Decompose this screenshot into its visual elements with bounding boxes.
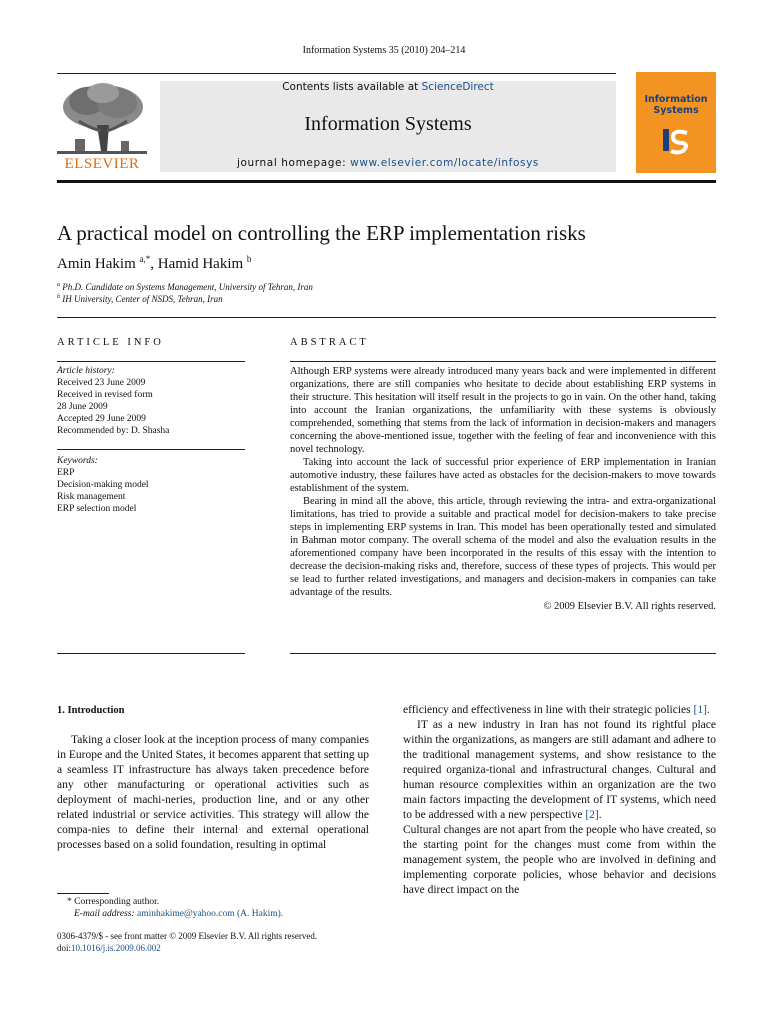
- affiliation-rule: [57, 317, 716, 318]
- abstract-rule: [290, 361, 716, 362]
- citation-link[interactable]: [1]: [693, 704, 707, 716]
- affiliation-text: Ph.D. Candidate on Systems Management, University of Tehran, Iran: [62, 282, 313, 292]
- history-item: Received in revised form: [57, 390, 153, 400]
- article-info-bottom-rule: [57, 653, 245, 654]
- author-marks: a,*: [139, 254, 151, 264]
- affiliation-text: IH University, Center of NSDS, Tehran, Iran: [62, 294, 223, 304]
- homepage-prefix: journal homepage:: [237, 157, 351, 169]
- intro-column-left: [57, 733, 369, 853]
- article-info-rule: [57, 361, 245, 362]
- abstract-paragraph: Bearing in mind all the above, this article, through reviewing the intra- and extra-organizational limitations, has tried to provide a suitable and practical model for decision-makers to take precise steps in implementing ERP systems in Iran. This model has been operationally tested and simulated in Bahman motor company. The overall schema of the model and also the evaluation results in the aforementioned company have been incorporated in the results of this essay with the intention to decrease the decision-making risks and, therefore, success of these types of projects. This would per se lead to further related investigations, and managers and decision-makers in companies can take advantage of the results.: [290, 496, 716, 598]
- footnote-text: Corresponding author.: [74, 897, 160, 907]
- history-item: Received 23 June 2009: [57, 378, 146, 388]
- journal-title: Information Systems: [304, 113, 472, 135]
- author-marks: b: [246, 254, 252, 264]
- intro-column-right: [403, 703, 716, 898]
- abstract-paragraph: Taking into account the lack of successful prior experience of ERP implementation in Iranian automotive industry, these failures have acted as obstacles for the decision-makers to move towards establishment of the system.: [290, 457, 716, 494]
- cover-title-line-1: Information: [644, 94, 708, 105]
- paper-title: A practical model on controlling the ERP implementation risks: [57, 221, 586, 245]
- footnote-mark: *: [67, 897, 72, 907]
- affiliation-mark: b: [57, 294, 60, 300]
- journal-cover: [636, 72, 716, 173]
- affiliation-a: [57, 282, 313, 292]
- doi-line: [57, 942, 317, 954]
- contents-prefix: Contents lists available at: [282, 81, 422, 93]
- paragraph-end: .: [598, 809, 602, 821]
- affiliation-mark: a: [57, 282, 60, 288]
- keyword-item: Risk management: [57, 492, 126, 502]
- sciencedirect-link[interactable]: ScienceDirect: [421, 81, 494, 93]
- affiliation-b: [57, 294, 223, 304]
- email-note: [57, 908, 283, 920]
- email-link[interactable]: aminhakime@yahoo.com (A. Hakim).: [136, 909, 284, 919]
- homepage-link[interactable]: www.elsevier.com/locate/infosys: [350, 157, 539, 169]
- keyword-item: ERP selection model: [57, 504, 137, 514]
- cover-logo-icon: [661, 127, 691, 155]
- elsevier-wordmark: ELSEVIER: [64, 156, 140, 172]
- doi-label: doi:: [57, 943, 72, 953]
- homepage-line: [160, 157, 616, 169]
- history-item: Recommended by: D. Shasha: [57, 426, 170, 436]
- intro-paragraph: Taking a closer look at the inception process of many companies in Europe and the United States, it becomes apparent that setting up a seamless IT infrastructure has always taken precedence before any other manufacturing or operational activities such as deployment of machi-neries, production line, and or any other related industrial or service activities. This strategy will allow the compa-nies to define their internal and external operational processes based on a solid foundation, resulting in optimal: [57, 734, 369, 851]
- front-matter-line: 0306-4379/$ - see front matter © 2009 Elsevier B.V. All rights reserved.: [57, 931, 318, 941]
- abstract-heading: ABSTRACT: [290, 337, 369, 348]
- citation-link[interactable]: [2]: [585, 809, 599, 821]
- intro-paragraph: [403, 703, 716, 718]
- tree-icon: [57, 81, 147, 156]
- section-heading-introduction: 1. Introduction: [57, 705, 125, 716]
- footnote-rule: [57, 893, 109, 894]
- intro-paragraph: Cultural changes are not apart from the people who have created, so the starting point for the changes must come from within the management system, the people who are involved in defining and implementing corporate policies, whose behavior and decisions have direct impact on the: [403, 824, 716, 896]
- contents-line: [160, 81, 616, 93]
- header-rule: [57, 73, 616, 74]
- article-history: [57, 365, 245, 437]
- history-label: Article history:: [57, 366, 115, 376]
- history-item: 28 June 2009: [57, 402, 108, 412]
- keywords-label: Keywords:: [57, 456, 98, 466]
- abstract-paragraph: Although ERP systems were already introduced many years back and were implemented in different organizations, there are still companies who hesitate to decide about establishing ERP systems in their structure. This hesitation will itself result in the projects to go in vain. On the other hand, taking into account the Iranian organizations, the unfamiliarity with these systems is obviously comprehended, something that stems from the lack of information in decision-makers and managers concerning the above-mentioned issue, together with the feeling of fear and inconvenience with this novel technology.: [290, 366, 716, 455]
- paragraph-text: efficiency and effectiveness in line with their strategic policies: [403, 704, 694, 716]
- keywords-rule: [57, 449, 245, 450]
- author-list: [57, 254, 251, 273]
- keyword-item: Decision-making model: [57, 480, 149, 490]
- abstract-bottom-rule: [290, 653, 716, 654]
- header-thick-rule: [57, 180, 716, 183]
- keywords-block: [57, 455, 245, 515]
- abstract-body: [290, 365, 716, 613]
- footnote-block: [57, 896, 283, 920]
- front-matter-block: [57, 930, 317, 954]
- paragraph-text: IT as a new industry in Iran has not found its rightful place within the organizations, as mangers are still adamant and adhere to the traditional management systems, and show resistance to the required organiza-tional and infrastructural changes. Cultural and human resource complexities within an organization are the two main factors impacting the development of IT systems, which need to be addressed with a new perspective: [403, 719, 716, 821]
- article-info-heading: ARTICLE INFO: [57, 337, 164, 348]
- paragraph-end: .: [706, 704, 710, 716]
- history-item: Accepted 29 June 2009: [57, 414, 146, 424]
- cover-title-line-2: Systems: [653, 105, 699, 116]
- intro-paragraph: [403, 718, 716, 823]
- keyword-item: ERP: [57, 468, 75, 478]
- author-name: Hamid Hakim: [157, 256, 244, 272]
- corresponding-author-note: [57, 896, 283, 908]
- email-label: E-mail address:: [74, 909, 137, 919]
- abstract-copyright: © 2009 Elsevier B.V. All rights reserved.: [543, 601, 716, 612]
- journal-reference: Information Systems 35 (2010) 204–214: [302, 45, 466, 56]
- doi-link[interactable]: 10.1016/j.is.2009.06.002: [71, 943, 161, 953]
- author-separator: ,: [150, 256, 158, 272]
- author-name: Amin Hakim: [57, 256, 136, 272]
